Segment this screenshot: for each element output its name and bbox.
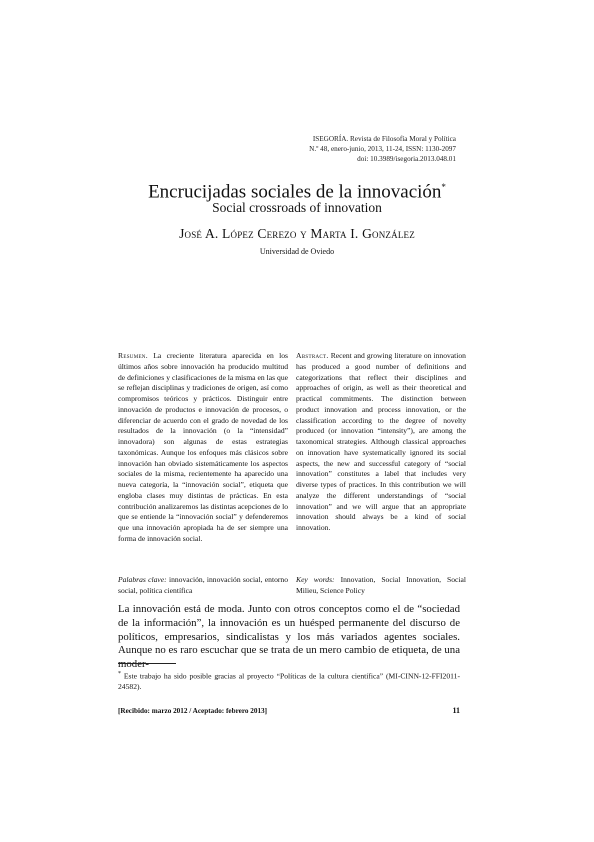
journal-header (196, 134, 456, 164)
footnote-mark: * (118, 671, 121, 677)
page-number: 11 (452, 706, 460, 715)
affiliation: Universidad de Oviedo (259, 247, 335, 256)
keywords-english (296, 575, 466, 597)
abstract-english-text: Recent and growing literature on innovation has produced a good number of definitions and categorizations that reflect their disciplines and approaches of origin, as well as their theoretical and practical commitments. The distinction between product innovation and process innovation, or the classification according to the degree of novelty produced (or innovation “intensity”), are among the taxonomical strategies. Although classical approaches on innovation have systematically ignored its social aspects, the new and successful category of “social innovation” constitutes a label that includes very diverse types of practices. In this contribution we will analyze the different understandings of “social innovation” and we will argue that an appropriate innovation should always be a kind of social innovation. (296, 351, 466, 532)
received-accepted-dates: [Recibido: marzo 2012 / Aceptado: febrero 2013] (118, 707, 268, 715)
title-footnote-mark: * (441, 182, 446, 192)
keywords-spanish-label: Palabras clave: (118, 575, 167, 584)
keywords-spanish (118, 575, 288, 597)
keywords-english-label: Key words: (296, 575, 335, 584)
footnote-divider (118, 663, 176, 664)
body-paragraph: La innovación está de moda. Junto con otros conceptos como el de “sociedad de la información”, la innovación es un huésped permanente del discurso de políticos, empresarios, sindicalistas y los más variados agentes sociales. Aunque no es raro escuchar que se trata de un mero cambio de etiqueta, de una moder- (118, 603, 460, 671)
issue-info: N.º 48, enero-junio, 2013, 11-24, ISSN: 1130-2097 (309, 145, 456, 153)
keywords-spanish-text: innovación, innovación social, entorno social, política científica (118, 575, 288, 595)
footnote (118, 669, 460, 693)
keywords-english-text: Innovation, Social Innovation, Social Milieu, Science Policy (296, 575, 466, 595)
doi: doi: 10.3989/isegoria.2013.048.01 (357, 155, 456, 163)
journal-name: ISEGORÍA. Revista de Filosofía Moral y Política (312, 135, 456, 143)
abstract-spanish (118, 351, 288, 545)
abstract-spanish-label: Resumen. (118, 351, 148, 360)
article-title-text: Encrucijadas sociales de la innovación (148, 181, 442, 203)
article-subtitle: Social crossroads of innovation (212, 200, 382, 215)
abstract-english (296, 351, 466, 534)
footnote-text: Este trabajo ha sido posible gracias al proyecto “Políticas de la cultura científica” (MI-CINN-12-FFI2011-24582). (118, 671, 460, 692)
abstract-spanish-text: La creciente literatura aparecida en los últimos años sobre innovación ha producido multitud de definiciones y clasificaciones de la misma en las que se reflejan disciplinas y tradiciones de origen, así como compromisos teóricos y prácticos. Distinguir entre innovación de productos e innovación de procesos, o diferenciar de acuerdo con el grado de novedad de los resultados de la innovación (o la “intensidad” innovadora) son algunas de estas estrategias taxonómicas. Aunque los enfoques más clásicos sobre innovación han obviado sistemáticamente los aspectos sociales de la misma, recientemente ha aparecido una nueva categoría, la “innovación social”, etiqueta que engloba clases muy distintas de prácticas. En esta contribución analizaremos las distintas acepciones de lo que se entiende la “innovación social” y defenderemos que una innovación apropiada ha de ser siempre una forma de innovación social. (118, 351, 288, 543)
abstract-english-label: Abstract. (296, 351, 329, 360)
authors: José A. López Cerezo y Marta I. González (179, 226, 415, 241)
